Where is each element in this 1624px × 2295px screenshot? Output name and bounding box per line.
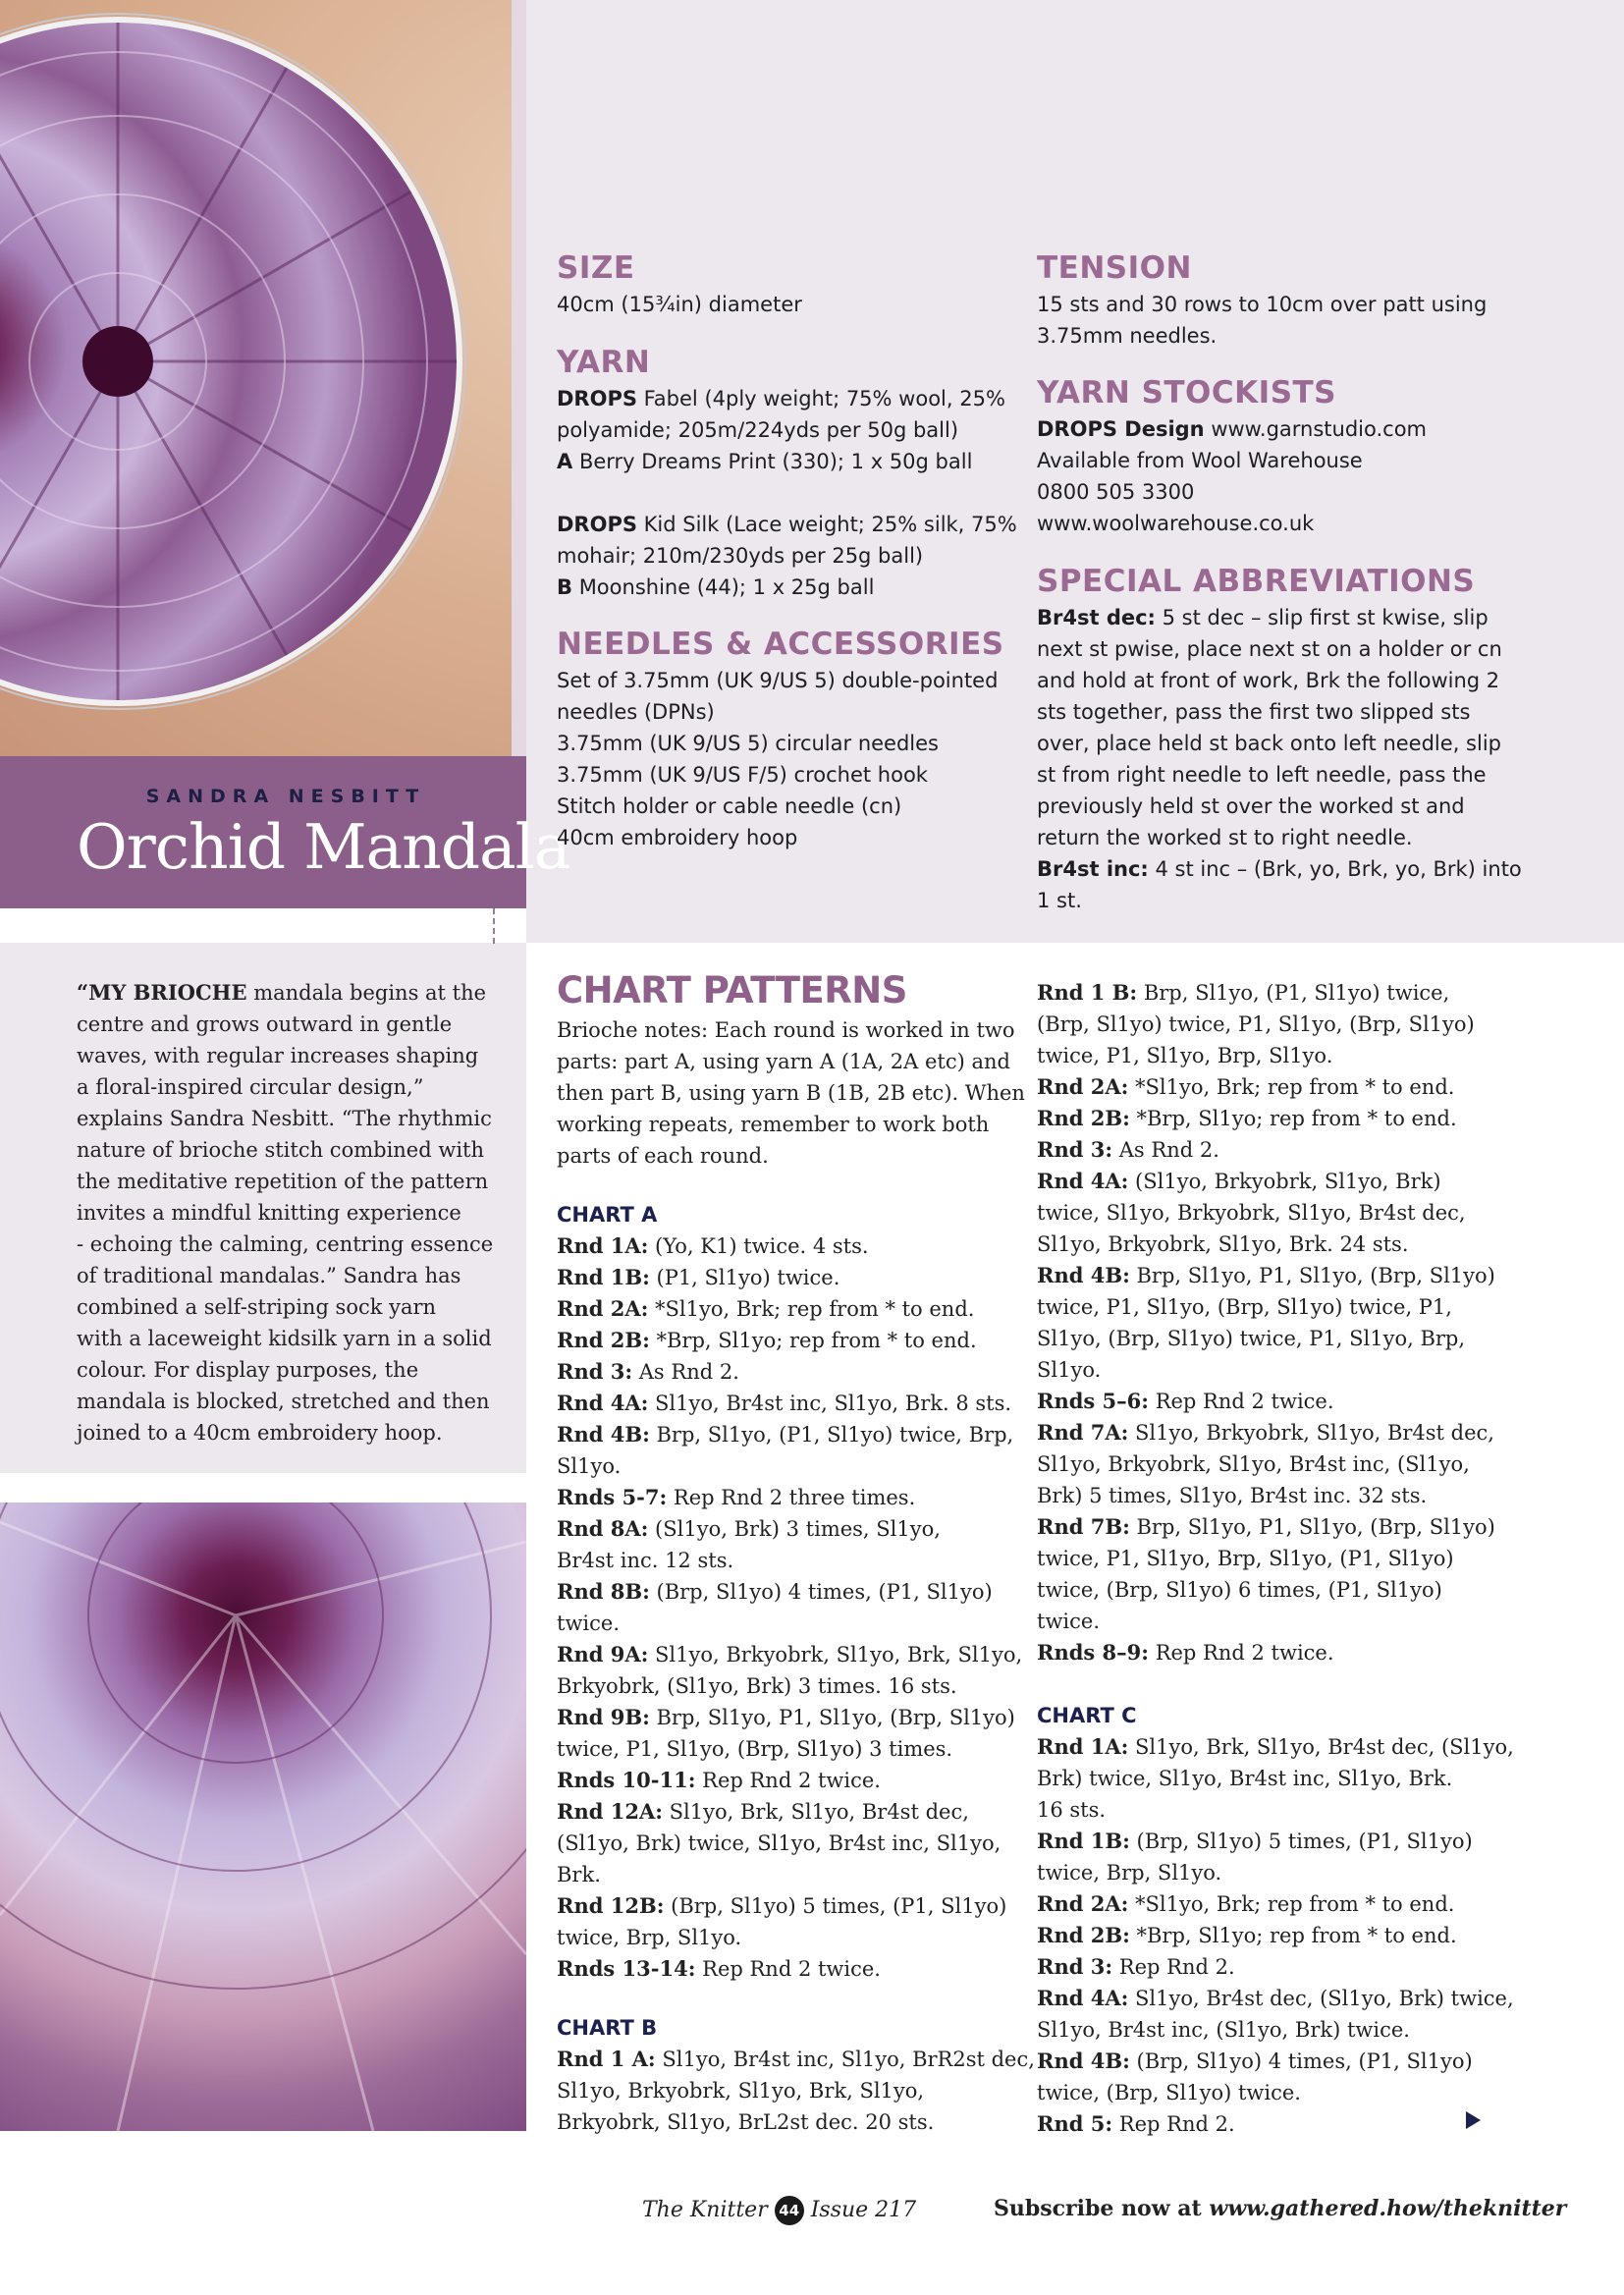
round-line: Rnd 4A: Sl1yo, Br4st dec, (Sl1yo, Brk) twice, <box>1037 1986 1514 2010</box>
notes-line: then part B, using yarn B (1B, 2B etc). When <box>557 1081 1025 1105</box>
intro-line: combined a self-striping sock yarn <box>77 1295 437 1319</box>
round-line: Sl1yo, (Brp, Sl1yo) twice, P1, Sl1yo, Brp, <box>1037 1327 1466 1350</box>
round-line: Rnd 9A: Sl1yo, Brkyobrk, Sl1yo, Brk, Sl1yo, <box>557 1642 1023 1667</box>
round-line: twice, Brp, Sl1yo. <box>557 1926 742 1949</box>
needles-line: 3.75mm (UK 9/US F/5) crochet hook <box>557 763 928 787</box>
round-line: Rnd 3: As Rnd 2. <box>1037 1137 1219 1162</box>
needles-line: Set of 3.75mm (UK 9/US 5) double-pointed <box>557 669 999 692</box>
chart-b-rounds-right <box>1037 977 1495 1668</box>
abbr-line: next st pwise, place next st on a holder or cn <box>1037 637 1502 661</box>
stockists-line: www.woolwarehouse.co.uk <box>1037 512 1315 535</box>
round-line: Rnd 2A: *Sl1yo, Brk; rep from * to end. <box>557 1296 975 1321</box>
needles-line: Stitch holder or cable needle (cn) <box>557 794 902 818</box>
yarn-heading: YARN <box>557 345 651 380</box>
stockists-line: DROPS Design www.garnstudio.com <box>1037 417 1428 441</box>
round-line: Rnd 4A: (Sl1yo, Brkyobrk, Sl1yo, Brk) <box>1037 1169 1441 1193</box>
round-line: Sl1yo, Br4st inc, (Sl1yo, Brk) twice. <box>1037 2018 1410 2042</box>
round-line: Rnds 5-7: Rep Rnd 2 three times. <box>557 1485 916 1509</box>
round-line: twice, P1, Sl1yo, (Brp, Sl1yo) 3 times. <box>557 1737 953 1761</box>
round-line: Brkyobrk, Sl1yo, BrL2st dec. 20 sts. <box>557 2110 935 2134</box>
round-line: Sl1yo. <box>557 1454 622 1478</box>
round-line: twice, (Brp, Sl1yo) 6 times, (P1, Sl1yo) <box>1037 1578 1442 1602</box>
yarn-line <box>557 477 1017 509</box>
yarn-line: mohair; 210m/230yds per 25g ball) <box>557 544 924 568</box>
intro-line: mandala is blocked, stretched and then <box>77 1390 490 1413</box>
round-line: Rnd 1B: (Brp, Sl1yo) 5 times, (P1, Sl1yo) <box>1037 1829 1473 1853</box>
magazine-name: The Knitter <box>642 2198 768 2222</box>
round-line: Sl1yo. <box>1037 1358 1102 1382</box>
intro-line: of traditional mandalas.” Sandra has <box>77 1264 461 1287</box>
brioche-notes <box>557 1014 1025 1172</box>
needles-line: needles (DPNs) <box>557 700 715 724</box>
round-line: Rnd 2B: *Brp, Sl1yo; rep from * to end. <box>1037 1923 1457 1947</box>
intro-line: “MY BRIOCHE mandala begins at the <box>77 980 487 1005</box>
round-line: Rnd 8B: (Brp, Sl1yo) 4 times, (P1, Sl1yo) <box>557 1579 993 1604</box>
stockists-list <box>1037 413 1427 539</box>
round-line: Rnd 2B: *Brp, Sl1yo; rep from * to end. <box>1037 1106 1457 1130</box>
abbr-line: previously held st over the worked st and <box>1037 794 1465 818</box>
round-line: Rnd 2A: *Sl1yo, Brk; rep from * to end. <box>1037 1074 1455 1099</box>
round-line: Rnds 8–9: Rep Rnd 2 twice. <box>1037 1640 1334 1665</box>
chart-b-rounds-left <box>557 2044 1035 2138</box>
footer-subscribe <box>994 2196 1566 2221</box>
round-line: Rnd 7A: Sl1yo, Brkyobrk, Sl1yo, Br4st dec, <box>1037 1420 1494 1445</box>
round-line: twice, P1, Sl1yo, (Brp, Sl1yo) twice, P1, <box>1037 1295 1452 1319</box>
needles-list <box>557 665 998 853</box>
subscribe-link[interactable]: www.gathered.how/theknitter <box>1209 2196 1567 2221</box>
yarn-list <box>557 383 1017 603</box>
yarn-line: B Moonshine (44); 1 x 25g ball <box>557 575 875 599</box>
detail-photo <box>0 1503 526 2131</box>
round-line: Rnd 1B: (P1, Sl1yo) twice. <box>557 1265 840 1289</box>
intro-line: invites a mindful knitting experience <box>77 1201 461 1225</box>
round-line: Rnd 4B: Brp, Sl1yo, (P1, Sl1yo) twice, Brp, <box>557 1422 1014 1447</box>
round-line: Rnds 13-14: Rep Rnd 2 twice. <box>557 1956 881 1981</box>
abbr-line: Br4st inc: 4 st inc – (Brk, yo, Brk, yo, Brk) into <box>1037 857 1522 881</box>
round-line: Rnd 2A: *Sl1yo, Brk; rep from * to end. <box>1037 1891 1455 1916</box>
issue-number: Issue 217 <box>810 2198 917 2222</box>
round-line: Sl1yo, Brkyobrk, Sl1yo, Brk, Sl1yo, <box>557 2079 925 2103</box>
chart-b-heading: CHART B <box>557 2016 658 2040</box>
round-line: twice. <box>557 1612 620 1635</box>
round-line: Rnds 5–6: Rep Rnd 2 twice. <box>1037 1389 1334 1413</box>
notes-line: parts of each round. <box>557 1144 769 1168</box>
chart-patterns-heading: CHART PATTERNS <box>557 969 907 1011</box>
round-line: Brk) twice, Sl1yo, Br4st inc, Sl1yo, Brk. <box>1037 1767 1453 1790</box>
abbr-line: over, place held st back onto left needle, slip <box>1037 732 1501 755</box>
round-line: Rnd 12B: (Brp, Sl1yo) 5 times, (P1, Sl1yo) <box>557 1893 1007 1918</box>
round-line: Rnd 1A: (Yo, K1) twice. 4 sts. <box>557 1233 869 1258</box>
round-line: twice, Sl1yo, Brkyobrk, Sl1yo, Br4st dec, <box>1037 1201 1466 1225</box>
yarn-line: A Berry Dreams Print (330); 1 x 50g ball <box>557 450 973 473</box>
intro-line: a floral-inspired circular design,” <box>77 1075 424 1099</box>
round-line: Brkyobrk, (Sl1yo, Brk) 3 times. 16 sts. <box>557 1674 957 1698</box>
round-line: Rnd 4B: Brp, Sl1yo, P1, Sl1yo, (Brp, Sl1yo) <box>1037 1263 1495 1287</box>
round-line: twice, (Brp, Sl1yo) twice. <box>1037 2081 1301 2104</box>
round-line: twice, P1, Sl1yo, Brp, Sl1yo. <box>1037 1044 1333 1067</box>
round-line: Rnd 2B: *Brp, Sl1yo; rep from * to end. <box>557 1328 977 1352</box>
yarn-line: polyamide; 205m/224yds per 50g ball) <box>557 418 959 442</box>
intro-text <box>77 977 493 1448</box>
round-line: Rnd 3: Rep Rnd 2. <box>1037 1954 1235 1979</box>
intro-line: centre and grows outward in gentle <box>77 1012 453 1036</box>
yarn-line: DROPS Kid Silk (Lace weight; 25% silk, 75% <box>557 513 1017 536</box>
round-line: Rnd 12A: Sl1yo, Brk, Sl1yo, Br4st dec, <box>557 1799 969 1824</box>
tension-line: 15 sts and 30 rows to 10cm over patt using <box>1037 293 1488 316</box>
size-text: 40cm (15¾in) diameter <box>557 293 802 316</box>
page-title: Orchid Mandala <box>77 811 570 883</box>
mandala-hoop-illustration <box>0 0 526 756</box>
round-line: (Brp, Sl1yo) twice, P1, Sl1yo, (Brp, Sl1yo) <box>1037 1012 1475 1036</box>
intro-line: - echoing the calming, centring essence <box>77 1232 494 1256</box>
round-line: Br4st inc. 12 sts. <box>557 1549 734 1572</box>
tension-line: 3.75mm needles. <box>1037 324 1218 348</box>
round-line: Rnd 5: Rep Rnd 2. <box>1037 2111 1235 2136</box>
chart-a-heading: CHART A <box>557 1203 658 1227</box>
round-line: Rnd 9B: Brp, Sl1yo, P1, Sl1yo, (Brp, Sl1yo) <box>557 1705 1015 1729</box>
intro-line: nature of brioche stitch combined with <box>77 1138 485 1162</box>
abbreviations-list <box>1037 602 1522 916</box>
intro-line: the meditative repetition of the pattern <box>77 1170 489 1193</box>
notes-line: parts: part A, using yarn A (1A, 2A etc) and <box>557 1050 1010 1073</box>
round-line: Rnd 4A: Sl1yo, Br4st inc, Sl1yo, Brk. 8 sts. <box>557 1391 1012 1415</box>
stockists-line: Available from Wool Warehouse <box>1037 449 1363 472</box>
footer-magazine <box>642 2196 916 2225</box>
round-line: Rnd 1 B: Brp, Sl1yo, (P1, Sl1yo) twice, <box>1037 980 1450 1005</box>
abbr-line: 1 st. <box>1037 889 1082 912</box>
round-line: twice, P1, Sl1yo, Brp, Sl1yo, (P1, Sl1yo) <box>1037 1547 1454 1570</box>
round-line: Sl1yo, Brkyobrk, Sl1yo, Brk. 24 sts. <box>1037 1232 1409 1256</box>
round-line: twice, Brp, Sl1yo. <box>1037 1861 1222 1885</box>
author-name: SANDRA NESBITT <box>145 786 426 807</box>
mandala-closeup-illustration <box>0 1503 526 2131</box>
intro-line: waves, with regular increases shaping <box>77 1044 479 1067</box>
abbr-line: sts together, pass the first two slipped sts <box>1037 700 1471 724</box>
round-line: Brk. <box>557 1863 601 1886</box>
intro-line: with a laceweight kidsilk yarn in a solid <box>77 1327 492 1350</box>
notes-line: working repeats, remember to work both <box>557 1113 990 1136</box>
notes-line: Brioche notes: Each round is worked in two <box>557 1018 1015 1042</box>
subscribe-label: Subscribe now at <box>994 2196 1210 2221</box>
intro-line: colour. For display purposes, the <box>77 1358 419 1382</box>
abbreviations-heading: SPECIAL ABBREVIATIONS <box>1037 564 1476 599</box>
chart-a-rounds <box>557 1230 1022 1985</box>
size-heading: SIZE <box>557 250 635 286</box>
round-line: Brk) 5 times, Sl1yo, Br4st inc. 32 sts. <box>1037 1484 1428 1507</box>
stockists-line: 0800 505 3300 <box>1037 480 1195 504</box>
tension-heading: TENSION <box>1037 250 1192 286</box>
round-line: Rnd 4B: (Brp, Sl1yo) 4 times, (P1, Sl1yo) <box>1037 2049 1473 2073</box>
page-number: 44 <box>775 2196 804 2225</box>
chart-c-rounds <box>1037 1731 1514 2140</box>
intro-line: joined to a 40cm embroidery hoop. <box>77 1421 443 1445</box>
round-line: Rnd 3: As Rnd 2. <box>557 1359 739 1384</box>
round-line: (Sl1yo, Brk) twice, Sl1yo, Br4st inc, Sl1yo, <box>557 1831 1001 1855</box>
chart-c-heading: CHART C <box>1037 1704 1137 1727</box>
hero-photo <box>0 0 526 756</box>
round-line: Rnd 8A: (Sl1yo, Brk) 3 times, Sl1yo, <box>557 1516 941 1541</box>
needles-line: 3.75mm (UK 9/US 5) circular needles <box>557 732 939 755</box>
stockists-heading: YARN STOCKISTS <box>1037 375 1337 410</box>
abbr-line: and hold at front of work, Brk the following 2 <box>1037 669 1500 692</box>
tension-text <box>1037 289 1487 352</box>
abbr-line: Br4st dec: 5 st dec – slip first st kwise, slip <box>1037 606 1489 629</box>
next-page-arrow-icon[interactable] <box>1466 2111 1481 2129</box>
abbr-line: st from right needle to left needle, pass the <box>1037 763 1487 787</box>
round-line: Rnd 1 A: Sl1yo, Br4st inc, Sl1yo, BrR2st dec, <box>557 2047 1035 2071</box>
round-line: Rnds 10-11: Rep Rnd 2 twice. <box>557 1768 881 1792</box>
round-line: twice. <box>1037 1610 1100 1633</box>
round-line: 16 sts. <box>1037 1798 1107 1822</box>
round-line: Rnd 1A: Sl1yo, Brk, Sl1yo, Br4st dec, (Sl1yo, <box>1037 1734 1514 1759</box>
divider <box>493 908 495 944</box>
intro-line: explains Sandra Nesbitt. “The rhythmic <box>77 1107 492 1130</box>
needles-line: 40cm embroidery hoop <box>557 826 798 849</box>
abbr-line: return the worked st to right needle. <box>1037 826 1413 849</box>
round-line: Sl1yo, Brkyobrk, Sl1yo, Br4st inc, (Sl1yo, <box>1037 1452 1470 1476</box>
round-line: Rnd 7B: Brp, Sl1yo, P1, Sl1yo, (Brp, Sl1yo) <box>1037 1514 1495 1539</box>
yarn-line: DROPS Fabel (4ply weight; 75% wool, 25% <box>557 387 1005 410</box>
needles-heading: NEEDLES & ACCESSORIES <box>557 627 1004 662</box>
